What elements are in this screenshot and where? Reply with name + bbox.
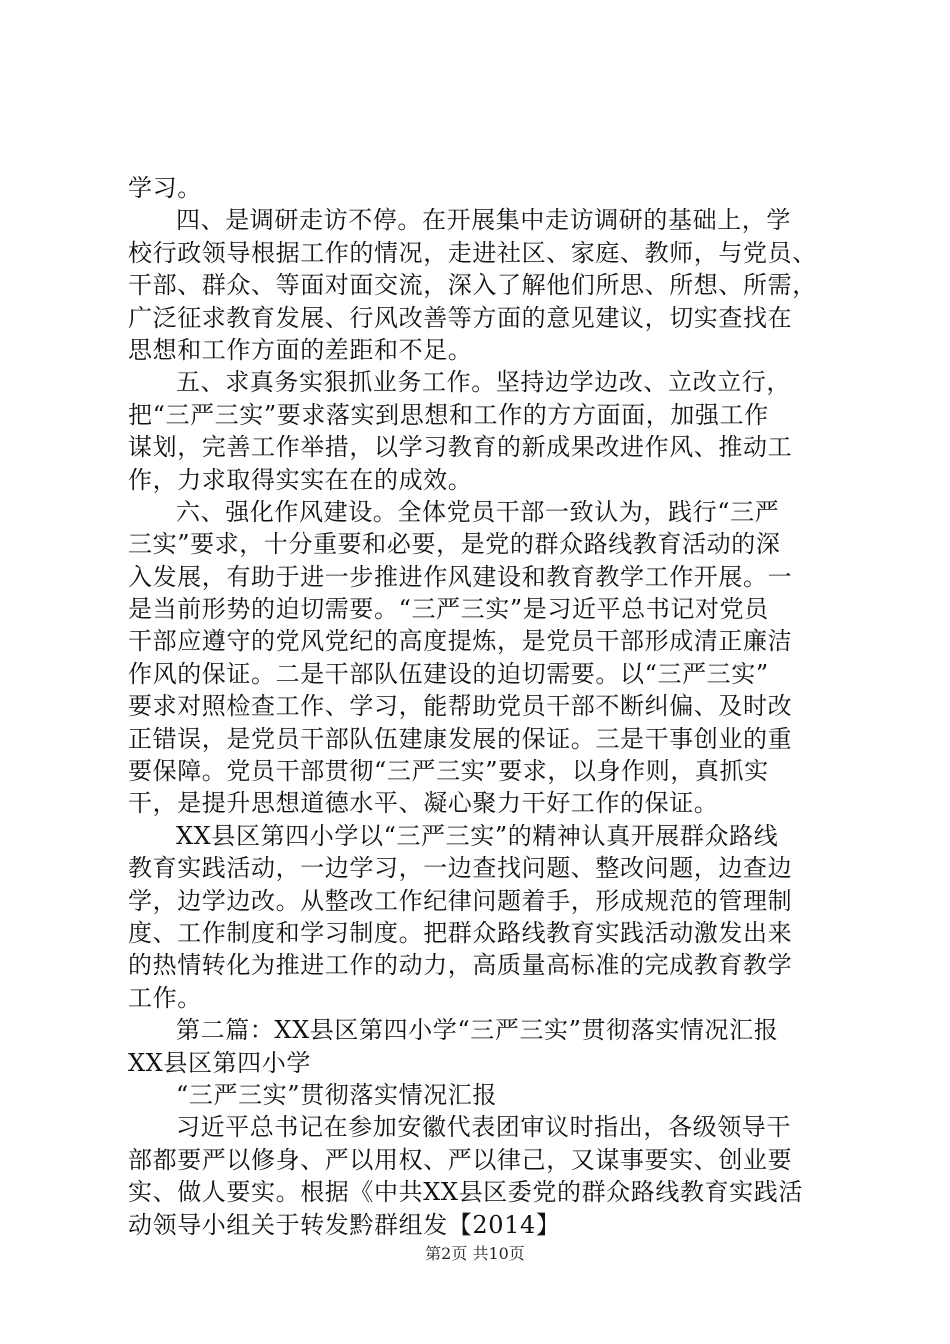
text-line: 校行政领导根据工作的情况，走进社区、家庭、教师，与党员、: [128, 238, 817, 267]
text-line: 工作。: [128, 983, 202, 1012]
text-line: 度、工作制度和学习制度。把群众路线教育实践活动激发出来: [128, 918, 793, 947]
text-line: 教育实践活动，一边学习，一边查找问题、整改问题，边查边: [128, 854, 793, 883]
text-line: 入发展，有助于进一步推进作风建设和教育教学工作开展。一: [128, 562, 793, 591]
text-line: 实、做人要实。根据《中共XX县区委党的群众路线教育实践活: [128, 1178, 803, 1207]
text-line: 三实”要求，十分重要和必要，是党的群众路线教育活动的深: [128, 530, 781, 559]
text-line: 广泛征求教育发展、行风改善等方面的意见建议，切实查找在: [128, 303, 793, 332]
text-line: 把“三严三实”要求落实到思想和工作的方方面面，加强工作: [128, 400, 769, 429]
text-line: “三严三实”贯彻落实情况汇报: [176, 1080, 497, 1109]
text-line: XX县区第四小学: [128, 1048, 311, 1077]
text-line: 谋划，完善工作举措，以学习教育的新成果改进作风、推动工: [128, 433, 793, 462]
text-line: 四、是调研走访不停。在开展集中走访调研的基础上，学: [176, 206, 791, 235]
text-line: 干部应遵守的党风党纪的高度提炼，是党员干部形成清正廉洁: [128, 627, 793, 656]
text-line: 正错误，是党员干部队伍建康发展的保证。三是干事创业的重: [128, 724, 793, 753]
text-line: 习近平总书记在参加安徽代表团审议时指出，各级领导干: [176, 1113, 791, 1142]
text-line: 干部、群众、等面对面交流，深入了解他们所思、所想、所需，: [128, 271, 817, 300]
page-footer: 第2页 共10页: [425, 1244, 525, 1263]
text-line: 学，边学边改。从整改工作纪律问题着手，形成规范的管理制: [128, 886, 793, 915]
text-line: 作，力求取得实实在在的成效。: [128, 465, 473, 494]
text-line: 第二篇：XX县区第四小学“三严三实”贯彻落实情况汇报: [176, 1016, 779, 1045]
text-line: 要求对照检查工作、学习，能帮助党员干部不断纠偏、及时改: [128, 692, 793, 721]
body-text: [128, 172, 828, 1241]
text-line: 动领导小组关于转发黔群组发【2014】: [128, 1210, 561, 1239]
text-line: 作风的保证。二是干部队伍建设的迫切需要。以“三严三实”: [128, 659, 769, 688]
text-line: XX县区第四小学以“三严三实”的精神认真开展群众路线: [176, 821, 779, 850]
text-line: 六、强化作风建设。全体党员干部一致认为，践行“三严: [176, 497, 780, 526]
text-line: 的热情转化为推进工作的动力，高质量高标准的完成教育教学: [128, 951, 793, 980]
text-line: 要保障。党员干部贯彻“三严三实”要求，以身作则，真抓实: [128, 757, 769, 786]
text-line: 是当前形势的迫切需要。“三严三实”是习近平总书记对党员: [128, 595, 769, 624]
text-line: 干，是提升思想道德水平、凝心聚力干好工作的保证。: [128, 789, 719, 818]
text-line: 五、求真务实狠抓业务工作。坚持边学边改、立改立行，: [176, 368, 791, 397]
text-line: 思想和工作方面的差距和不足。: [128, 335, 473, 364]
text-line: 部都要严以修身、严以用权、严以律己，又谋事要实、创业要: [128, 1145, 793, 1174]
text-line: 学习。: [128, 174, 202, 202]
